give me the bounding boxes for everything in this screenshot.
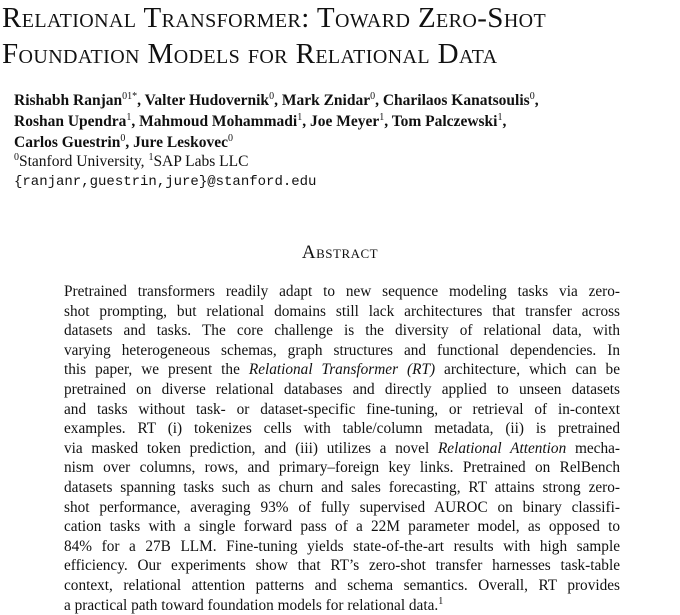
abstract-text: mecha-: [566, 440, 620, 457]
author-list: [14, 90, 654, 153]
author-separator: ,: [274, 92, 282, 109]
author-line-1: [14, 90, 654, 111]
author-affil-mark: 1: [497, 112, 502, 123]
title-line-1: Relational Transformer: Toward Zero-Shot: [2, 0, 678, 36]
author-separator: ,: [384, 113, 391, 130]
abstract-line: Pretrained transformers readily adapt to new sequence modeling tasks via zero-: [64, 282, 620, 302]
author-affil-mark: 1: [379, 112, 384, 123]
abstract-line: shot performance, averaging 93% of fully supervised AUROC on binary classifi-: [64, 498, 620, 518]
abstract-emphasis: Relational Attention: [438, 440, 566, 457]
abstract-line: examples. RT (i) tokenizes cells with table/column metadata, (ii) is pretrained: [64, 419, 620, 439]
abstract-text: architecture, which can be: [435, 361, 620, 378]
author-name: Rishabh Ranjan: [14, 92, 122, 109]
abstract-emphasis: Relational Transformer (RT): [249, 361, 435, 378]
author-emails: {ranjanr,guestrin,jure}@stanford.edu: [14, 174, 316, 190]
abstract-line: and tasks without task- or dataset-specific fine-tuning, or retrieval of in-context: [64, 400, 620, 420]
author-name: Tom Palczewski: [392, 113, 498, 130]
author-separator: ,: [125, 134, 133, 151]
author-affil-mark: 0: [530, 91, 535, 102]
author-name: Jure Leskovec: [133, 134, 228, 151]
author-separator: ,: [302, 113, 310, 130]
author-affil-mark: 0: [228, 133, 233, 144]
author-affil-mark: 1: [297, 112, 302, 123]
author-name: Charilaos Kanatsoulis: [383, 92, 530, 109]
author-separator: ,: [535, 92, 539, 109]
abstract-line: datasets spanning tasks such as churn and sales forecasting, RT attains strong zero-: [64, 478, 620, 498]
abstract-heading: Abstract: [0, 242, 680, 264]
abstract-line: [64, 360, 620, 380]
abstract-line: varying heterogeneous schemas, graph structures and functional dependencies. In: [64, 341, 620, 361]
abstract-line: 84% for a 27B LLM. Fine-tuning yields state-of-the-art results with high sample: [64, 537, 620, 557]
author-affil-mark: 01*: [122, 91, 137, 102]
affil-text: SAP Labs LLC: [153, 153, 248, 170]
author-name: Roshan Upendra: [14, 113, 126, 130]
abstract-line: nism over columns, rows, and primary–foreign key links. Pretrained on RelBench: [64, 458, 620, 478]
author-affil-mark: 1: [126, 112, 131, 123]
author-name: Carlos Guestrin: [14, 134, 120, 151]
abstract-line: datasets and tasks. The core challenge is the diversity of relational data, with: [64, 321, 620, 341]
affiliations: [14, 153, 248, 171]
author-affil-mark: 0: [370, 91, 375, 102]
affil-text: Stanford University,: [19, 153, 148, 170]
author-name: Joe Meyer: [310, 113, 379, 130]
abstract-line: pretrained on diverse relational databases and directly applied to unseen datasets: [64, 380, 620, 400]
abstract-line: [64, 439, 620, 459]
author-name: Mark Znidar: [282, 92, 370, 109]
footnote-mark: 1: [438, 595, 443, 606]
author-name: Mahmoud Mohammadi: [139, 113, 297, 130]
paper-title: [2, 0, 678, 72]
abstract-line: [64, 596, 620, 615]
abstract-line: efficiency. Our experiments show that RT’s zero-shot transfer harnesses task-table: [64, 556, 620, 576]
author-separator: ,: [502, 113, 506, 130]
author-separator: ,: [137, 92, 144, 109]
author-affil-mark: 0: [120, 133, 125, 144]
author-affil-mark: 0: [269, 91, 274, 102]
title-line-2: Foundation Models for Relational Data: [2, 36, 678, 72]
author-line-3: [14, 132, 654, 153]
author-name: Valter Hudovernik: [145, 92, 269, 109]
abstract-line: cation tasks with a single forward pass of a 22M parameter model, as opposed to: [64, 517, 620, 537]
author-line-2: [14, 111, 654, 132]
abstract-body: [64, 282, 620, 615]
abstract-text: this paper, we present the: [64, 361, 249, 378]
abstract-text: a practical path toward foundation models for relational data.: [64, 597, 438, 614]
affil-mark: 1: [148, 152, 153, 163]
abstract-line: shot prompting, but relational domains still lack architectures that transfer across: [64, 302, 620, 322]
affil-mark: 0: [14, 152, 19, 163]
abstract-line: context, relational attention patterns and schema semantics. Overall, RT provides: [64, 576, 620, 596]
author-separator: ,: [131, 113, 139, 130]
abstract-text: via masked token prediction, and (iii) utilizes a novel: [64, 440, 438, 457]
author-separator: ,: [375, 92, 383, 109]
